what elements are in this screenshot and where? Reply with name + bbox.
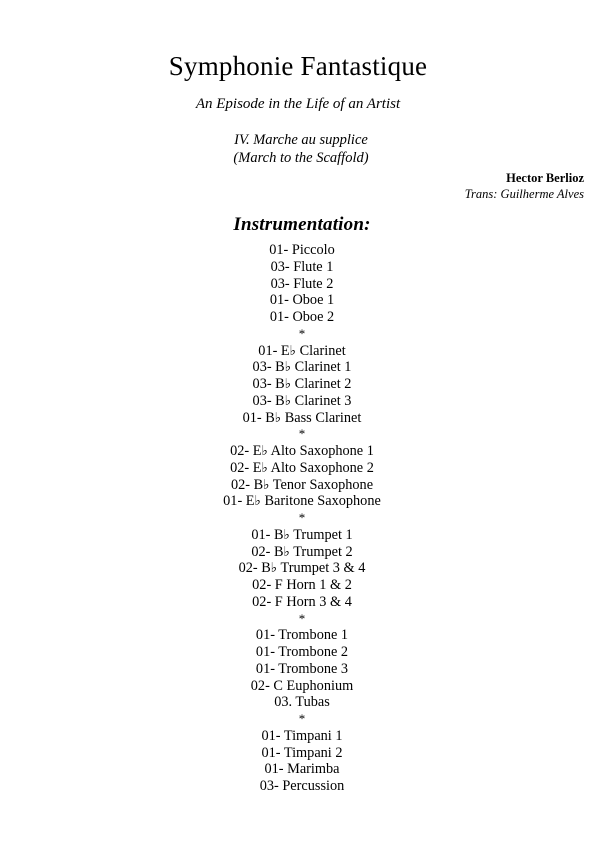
flat-symbol-icon: ♭ [274, 409, 282, 426]
flat-symbol-icon: ♭ [283, 526, 290, 543]
instrumentation-item: 02- F Horn 1 & 2 [252, 577, 352, 593]
instrumentation-item: 01- Piccolo [269, 242, 335, 258]
instrumentation-item: 01- Trombone 3 [255, 660, 349, 677]
flat-symbol-icon: ♭ [261, 443, 268, 459]
instrumentation-item: 02- E♭ Alto Saxophone 2 [230, 459, 374, 476]
movement-title: IV. Marche au supplice [234, 132, 368, 148]
instrumentation-item: 03- B♭ Clarinet 1 [252, 359, 352, 376]
instrumentation-item: 01- E♭ Clarinet [258, 342, 346, 359]
composer-name: Hector Berlioz [506, 171, 584, 185]
flat-symbol-icon: ♭ [284, 392, 292, 409]
instrumentation-list [0, 242, 604, 795]
instrumentation-item: 03- Percussion [259, 778, 345, 794]
instrumentation-item: 01- Timpani 1 [261, 727, 343, 744]
instrumentation-item: 02- B♭ Tenor Saxophone [230, 476, 374, 493]
credits-block [465, 170, 584, 202]
flat-symbol-icon: ♭ [283, 543, 290, 560]
instrumentation-block [0, 213, 604, 795]
page-subtitle: An Episode in the Life of an Artist [195, 96, 401, 112]
instrumentation-item: 01- Oboe 2 [269, 309, 335, 325]
instrumentation-item: 01- B♭ Bass Clarinet [242, 409, 362, 426]
instrumentation-item: 02- B♭ Trumpet 2 [251, 543, 353, 560]
instrumentation-separator: * [298, 325, 306, 341]
instrumentation-heading: Instrumentation: [233, 214, 371, 235]
instrumentation-item: 03- Flute 1 [270, 258, 334, 275]
instrumentation-item: 01- E♭ Baritone Saxophone [223, 493, 381, 510]
instrumentation-item: 03- B♭ Clarinet 3 [252, 392, 352, 409]
flat-symbol-icon: ♭ [261, 459, 268, 476]
transcriber-credit: Trans: Guilherme Alves [464, 187, 584, 201]
instrumentation-separator: * [298, 610, 306, 626]
instrumentation-item: 02- F Horn 3 & 4 [252, 593, 352, 610]
instrumentation-item: 02- C Euphonium [250, 677, 354, 694]
flat-symbol-icon: ♭ [284, 376, 292, 392]
instrumentation-item: 01- Trombone 1 [255, 627, 349, 644]
instrumentation-item: 01- B♭ Trumpet 1 [251, 526, 353, 543]
instrumentation-separator: * [298, 426, 306, 442]
flat-symbol-icon: ♭ [284, 359, 292, 376]
instrumentation-item: 01- Trombone 2 [255, 644, 349, 660]
instrumentation-separator: * [298, 711, 306, 726]
movement-title-translation: (March to the Scaffold) [233, 150, 369, 166]
flat-symbol-icon: ♭ [254, 493, 261, 510]
instrumentation-item: 03- Flute 2 [270, 275, 334, 292]
instrumentation-separator: * [298, 510, 306, 525]
page-title: Symphonie Fantastique [168, 51, 428, 81]
instrumentation-item: 03. Tubas [274, 694, 330, 711]
instrumentation-item: 02- E♭ Alto Saxophone 1 [230, 443, 374, 459]
flat-symbol-icon: ♭ [263, 476, 270, 493]
instrumentation-item: 01- Marimba [264, 761, 340, 778]
instrumentation-item: 03- B♭ Clarinet 2 [252, 376, 352, 392]
movement-title-block [0, 131, 602, 167]
flat-symbol-icon: ♭ [289, 342, 297, 359]
instrumentation-item: 01- Timpani 2 [261, 744, 343, 761]
instrumentation-item: 02- B♭ Trumpet 3 & 4 [238, 560, 366, 577]
instrumentation-item: 01- Oboe 1 [269, 292, 335, 309]
title-block [0, 50, 596, 114]
flat-symbol-icon: ♭ [270, 560, 278, 577]
